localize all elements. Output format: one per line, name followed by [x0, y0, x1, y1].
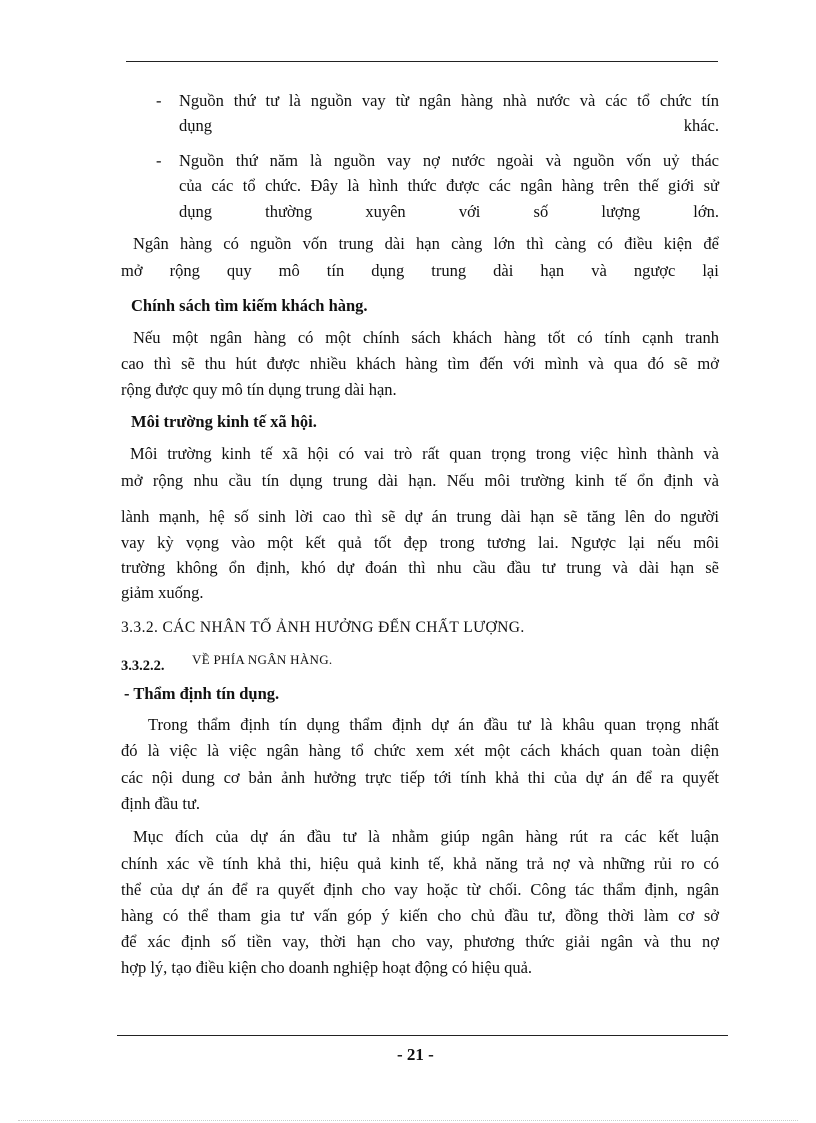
para4-line-1: Trong thẩm định tín dụng thẩm định dự án đầu tư là khâu quan trọng nhất [148, 715, 719, 734]
para3-line-3: lành mạnh, hệ số sinh lời cao thì sẽ dự án trung dài hạn sẽ tăng lên do người [121, 507, 719, 526]
para3-line-4: vay kỳ vọng vào một kết quả tốt đẹp trong tương lai. Ngược lại nếu môi [121, 533, 719, 552]
word: và [591, 261, 607, 280]
bullet-1-line-2 [179, 115, 719, 137]
word: lại [702, 261, 719, 280]
para3-line-6: giảm xuống. [121, 583, 204, 602]
word: ngược [633, 261, 676, 280]
heading-socioeconomic: Môi trường kinh tế xã hội. [131, 412, 317, 431]
para5-line-3: thể của dự án để ra quyết định cho vay hoặc từ chối. Công tác thẩm định, ngân [121, 880, 719, 899]
word: khác. [683, 116, 719, 135]
heading-credit-appraisal: - Thẩm định tín dụng. [124, 684, 280, 703]
para1-line-2 [121, 260, 719, 282]
word: với [458, 202, 481, 221]
para2-line-1: Nếu một ngân hàng có một chính sách khách hàng tốt có tính cạnh tranh [133, 328, 719, 347]
word: quy [226, 261, 252, 280]
para4-line-4: định đầu tư. [121, 794, 201, 813]
bullet-marker: - [156, 151, 162, 170]
word: hạn [540, 261, 565, 280]
bullet-2-line-3 [179, 201, 719, 223]
section-3-3-2-2-number: 3.3.2.2. [121, 658, 165, 674]
word: mở [121, 261, 143, 280]
para4-line-2: đó là việc là việc ngân hàng tổ chức xem xét một cách khách quan toàn diện [121, 741, 719, 760]
para4-line-3: các nội dung cơ bản ảnh hưởng trực tiếp tới tính khả thi của dự án để ra quyết [121, 768, 719, 787]
bullet-marker: - [156, 91, 162, 110]
word: trung [431, 261, 467, 280]
word: lượng [601, 202, 641, 221]
para2-line-3: rộng được quy mô tín dụng trung dài hạn. [121, 380, 397, 399]
section-3-3-2-heading: 3.3.2. CÁC NHÂN TỐ ẢNH HƯỞNG ĐẾN CHẤT LƯỢNG. [121, 619, 525, 636]
bullet-2-line-1: Nguồn thứ năm là nguồn vay nợ nước ngoài và nguồn vốn uỷ thác [179, 151, 719, 170]
bullet-2-line-2: của các tổ chức. Đây là hình thức được các ngân hàng trên thế giới sử [179, 176, 719, 195]
para3-line-1: Môi trường kinh tế xã hội có vai trò rất quan trọng trong việc hình thành và [130, 444, 719, 463]
para5-line-4: hàng có thể tham gia tư vấn góp ý kiến cho chủ đầu tư, đồng thời làm cơ sở [121, 906, 719, 925]
word: tín [326, 261, 345, 280]
word: dài [493, 261, 514, 280]
word: mô [278, 261, 300, 280]
word: thường [265, 202, 313, 221]
para2-line-2: cao thì sẽ thu hút được nhiều khách hàng tìm đến với mình và qua đó sẽ mở [121, 354, 719, 373]
header-rule [126, 61, 718, 62]
page-edge-divider [18, 1120, 798, 1121]
para5-line-5: để xác định số tiền vay, thời hạn cho vay, phương thức giải ngân và thu nợ [121, 932, 719, 951]
word: lớn. [693, 202, 719, 221]
page-number: - 21 - [397, 1045, 434, 1064]
para3-line-2: mở rộng nhu cầu tín dụng trung dài hạn. Nếu môi trường kinh tế ổn định và [121, 471, 719, 490]
para3-line-5: trường không ổn định, khó dự đoán thì nhu cầu đầu tư trung và dài hạn sẽ [121, 558, 719, 577]
word: dụng [371, 261, 405, 280]
heading-customer-policy: Chính sách tìm kiếm khách hàng. [131, 296, 368, 315]
para5-line-1: Mục đích của dự án đầu tư là nhằm giúp ngân hàng rút ra các kết luận [133, 827, 719, 846]
para5-line-6: hợp lý, tạo điều kiện cho doanh nghiệp hoạt động có hiệu quả. [121, 958, 533, 977]
word: dụng [179, 202, 212, 221]
word: số [533, 202, 549, 221]
para1-line-1: Ngân hàng có nguồn vốn trung dài hạn càng lớn thì càng có điều kiện để [133, 234, 719, 253]
word: rộng [169, 261, 200, 280]
word: xuyên [365, 202, 406, 221]
word: dụng [179, 116, 212, 135]
para5-line-2: chính xác về tính khả thi, hiệu quả kinh tế, khả năng trả nợ và những rủi ro có [121, 854, 719, 873]
footer-rule [117, 1035, 728, 1036]
section-3-3-2-2-title: VỀ PHÍA NGÂN HÀNG. [192, 652, 333, 667]
bullet-1-line-1: Nguồn thứ tư là nguồn vay từ ngân hàng nhà nước và các tổ chức tín [179, 91, 719, 110]
